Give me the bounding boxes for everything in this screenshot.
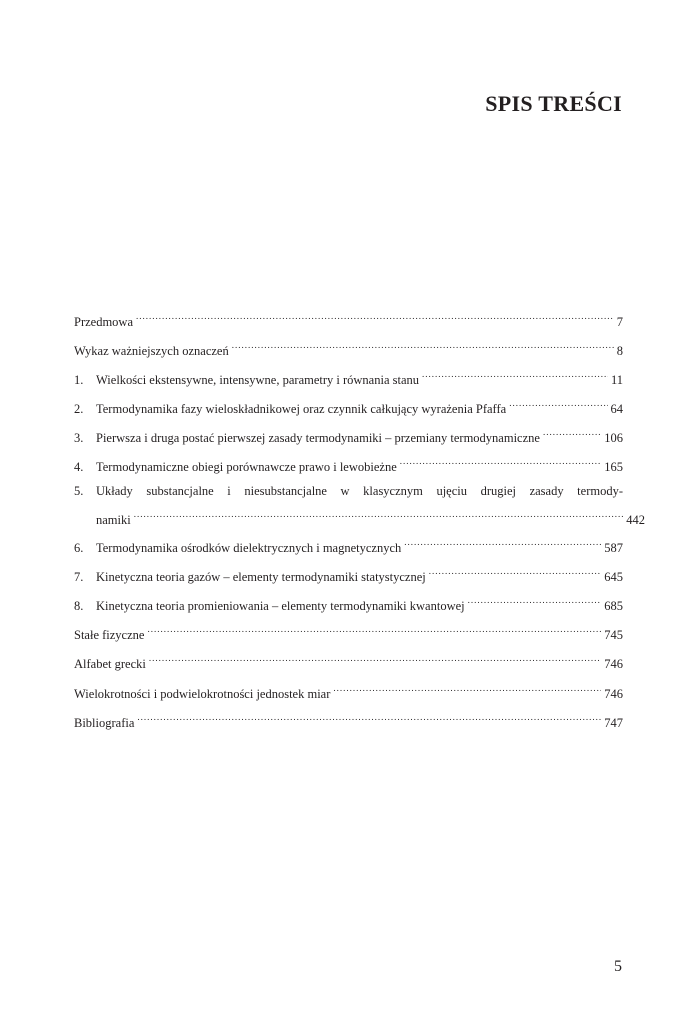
toc-entry-wielokrotnosci[interactable] xyxy=(74,676,623,701)
toc-entry-title: Pierwsza i druga postać pierwszej zasady termodynamiki – przemiany termodynamiczne xyxy=(96,431,540,445)
toc-entry-page: 745 xyxy=(604,628,623,642)
toc-entry-title: Termodynamika fazy wieloskładnikowej oraz czynnik całkujący wyrażenia Pfaffa xyxy=(96,402,507,416)
toc-entry-title: Stałe fizyczne xyxy=(74,628,145,642)
dot-leader xyxy=(333,676,601,698)
dot-leader xyxy=(429,559,602,581)
toc-entry-number: 6. xyxy=(74,541,84,555)
toc-entry-number: 7. xyxy=(74,570,84,584)
toc-entry-title: Kinetyczna teoria promieniowania – elementy termodynamiki kwantowej xyxy=(96,599,465,613)
toc-entry-chapter-3[interactable] xyxy=(74,420,623,445)
toc-entry-number: 3. xyxy=(74,431,84,445)
dot-leader xyxy=(134,502,624,524)
toc-entry-title: Kinetyczna teoria gazów – elementy termodynamiki statystycznej xyxy=(96,570,426,584)
dot-leader xyxy=(543,420,601,442)
toc-entry-number: 1. xyxy=(74,373,84,387)
toc-entry-title: Termodynamiczne obiegi porównawcze prawo i lewobieżne xyxy=(96,460,397,474)
toc-entry-chapter-6[interactable] xyxy=(74,530,623,555)
toc-entry-page: 747 xyxy=(604,716,623,730)
toc-entry-page: 442 xyxy=(626,513,645,527)
dot-leader xyxy=(509,391,607,413)
toc-entry-title: Bibliografia xyxy=(74,716,135,730)
toc-entry-wykaz[interactable] xyxy=(74,333,623,358)
dot-leader xyxy=(232,333,614,355)
toc-entry-przedmowa[interactable] xyxy=(74,304,623,329)
toc-entry-chapter-7[interactable] xyxy=(74,559,623,584)
toc-entry-number: 4. xyxy=(74,460,84,474)
toc-entry-page: 106 xyxy=(604,431,623,445)
toc-entry-chapter-1[interactable] xyxy=(74,362,623,387)
toc-entry-page: 8 xyxy=(616,344,623,358)
toc-entry-page: 587 xyxy=(604,541,623,555)
page-title: SPIS TREŚCI xyxy=(485,91,622,116)
toc-entry-title-continued: namiki xyxy=(96,513,131,527)
dot-leader xyxy=(149,646,601,668)
toc-entry-page: 746 xyxy=(604,657,623,671)
dot-leader xyxy=(468,588,602,610)
toc-entry-chapter-2[interactable] xyxy=(74,391,623,416)
toc-entry-stale-fizyczne[interactable] xyxy=(74,617,623,642)
toc-entry-page: 746 xyxy=(604,687,623,701)
toc-entry-chapter-5[interactable] xyxy=(74,480,645,527)
toc-entry-page: 64 xyxy=(610,402,623,416)
toc-entry-title: Układy substancjalne i niesubstancjalne w klasycznym ujęciu drugiej zasady termody- xyxy=(96,484,623,498)
toc-entry-page: 685 xyxy=(604,599,623,613)
toc-entry-page: 7 xyxy=(616,315,623,329)
toc-entry-title: Wykaz ważniejszych oznaczeń xyxy=(74,344,229,358)
toc-entry-title: Przedmowa xyxy=(74,315,134,329)
page-number: 5 xyxy=(614,958,622,975)
toc-entry-title: Wielokrotności i podwielokrotności jednostek miar xyxy=(74,687,331,701)
toc-entry-title: Wielkości ekstensywne, intensywne, parametry i równania stanu xyxy=(96,373,420,387)
dot-leader xyxy=(137,705,601,727)
toc-entry-title: Termodynamika ośrodków dielektrycznych i magnetycznych xyxy=(96,541,402,555)
toc-entry-page: 645 xyxy=(604,570,623,584)
toc-entry-page: 165 xyxy=(604,460,623,474)
toc-entry-number: 2. xyxy=(74,402,84,416)
toc-entry-page: 11 xyxy=(610,373,623,387)
toc-entry-number: 8. xyxy=(74,599,84,613)
toc-entry-bibliografia[interactable] xyxy=(74,705,623,730)
toc-entry-chapter-4[interactable] xyxy=(74,449,623,474)
toc-entry-number: 5. xyxy=(74,484,84,498)
dot-leader xyxy=(147,617,601,639)
toc-entry-chapter-8[interactable] xyxy=(74,588,623,613)
toc-entry-alfabet-grecki[interactable] xyxy=(74,646,623,671)
dot-leader xyxy=(400,449,602,471)
toc-entry-title: Alfabet grecki xyxy=(74,657,146,671)
dot-leader xyxy=(136,304,614,326)
dot-leader xyxy=(404,530,601,552)
dot-leader xyxy=(422,362,608,384)
